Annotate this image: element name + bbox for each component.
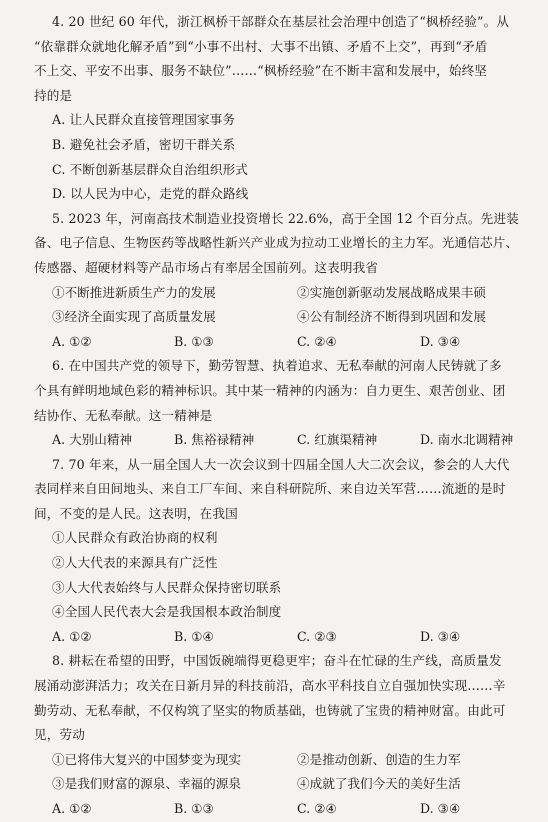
question-6-stem-line-3: 结协作、无私奉献。这一精神是 [34, 407, 213, 423]
question-7-choice-d: D. ③④ [420, 628, 461, 644]
question-4-stem-line-1: 4. 20 世纪 60 年代，浙江枫桥干部群众在基层社会治理中创造了“枫桥经验”。从 [52, 14, 510, 29]
question-4-stem-line-3: 不上交、平安不出事、服务不缺位”……“枫桥经验”在不断丰富和发展中，始终坚 [34, 63, 488, 79]
question-7-statement-1: ①人民群众有政治协商的权利 [52, 530, 218, 546]
question-8-statements-row-1 [34, 748, 526, 773]
question-8-statement-4: ④成就了我们今天的美好生活 [297, 776, 461, 792]
question-6-choices [34, 428, 526, 453]
question-5-statement-2: ②实施创新驱动发展战略成果丰硕 [297, 284, 486, 300]
question-8-stem-line-4: 见，劳动 [34, 727, 85, 743]
question-8-choice-c: C. ②④ [297, 801, 337, 816]
question-8-statement-1: ①已将伟大复兴的中国梦变为现实 [52, 751, 241, 767]
question-8-choice-b: B. ①③ [174, 801, 214, 816]
question-7 [34, 453, 526, 650]
question-7-choice-b: B. ①④ [174, 628, 214, 644]
question-4 [34, 10, 526, 207]
question-7-statement-4: ④全国人民代表大会是我国根本政治制度 [52, 604, 282, 620]
question-7-choices [34, 625, 526, 650]
question-7-stem-line-3: 间，不变的是人民。这表明，在我国 [34, 505, 238, 521]
question-5-statement-3: ③经济全面实现了高质量发展 [52, 309, 216, 325]
question-7-statement-3: ③人大代表始终与人民群众保持密切联系 [52, 579, 282, 595]
question-8-choices [34, 797, 526, 822]
question-5-choice-c: C. ②④ [297, 333, 337, 349]
question-4-option-b: B. 避免社会矛盾，密切干群关系 [52, 136, 236, 152]
question-6-choice-a: A. 大别山精神 [52, 432, 133, 448]
question-5-stem-line-3: 传感器、超硬材料等产品市场占有率居全国前列。这表明我省 [34, 259, 379, 275]
question-8-statement-3: ③是我们财富的源泉、幸福的源泉 [52, 776, 241, 792]
question-4-option-d: D. 以人民为中心，走党的群众路线 [52, 186, 249, 202]
question-5-choice-a: A. ①② [52, 333, 92, 349]
question-5-statement-1: ①不断推进新质生产力的发展 [52, 284, 216, 300]
question-8-statements-row-2 [34, 772, 526, 797]
question-8 [34, 649, 526, 821]
question-7-choice-c: C. ②③ [297, 628, 337, 644]
question-8-stem-line-2: 展涌动澎湃活力；攻关在日新月异的科技前沿，高水平科技自立自强加快实现……辛 [34, 678, 506, 694]
question-5-choice-b: B. ①③ [174, 333, 214, 349]
question-7-stem-line-2: 表同样来自田间地头、来自工厂车间、来自科研院所、来自边关军营……流逝的是时 [34, 481, 506, 497]
question-6-stem-line-1: 6. 在中国共产党的领导下，勤劳智慧、执着追求、无私奉献的河南人民铸就了多 [52, 358, 502, 374]
question-5-statements-row-1 [34, 281, 526, 306]
question-7-statement-2: ②人大代表的来源具有广泛性 [52, 555, 218, 571]
question-8-choice-a: A. ①② [52, 801, 92, 816]
question-5-choice-d: D. ③④ [420, 333, 461, 349]
question-5-statement-4: ④公有制经济不断得到巩固和发展 [297, 309, 486, 325]
question-6-choice-d: D. 南水北调精神 [420, 432, 514, 448]
question-6-choice-c: C. 红旗渠精神 [297, 432, 378, 448]
question-4-option-a: A. 让人民群众直接管理国家事务 [52, 112, 236, 128]
question-5-stem-line-2: 备、电子信息、生物医药等战略性新兴产业成为拉动工业增长的主力军。光通信芯片、 [34, 235, 519, 251]
question-6-choice-b: B. 焦裕禄精神 [174, 432, 255, 448]
question-7-stem-line-1: 7. 70 年来，从一届全国人大一次会议到十四届全国人大二次会议，参会的人大代 [52, 456, 510, 472]
question-5-choices [34, 330, 526, 355]
question-8-statement-2: ②是推动创新、创造的生力军 [297, 751, 461, 767]
question-6-stem-line-2: 个具有鲜明地域色彩的精神标识。其中某一精神的内涵为：自力更生、艰苦创业、团 [34, 382, 506, 398]
question-6 [34, 354, 526, 452]
question-4-stem-line-4: 持的是 [34, 87, 73, 103]
question-4-stem-line-2: “依靠群众就地化解矛盾”到“小事不出村、大事不出镇、矛盾不上交”，再到“矛盾 [34, 38, 488, 54]
question-8-stem-line-1: 8. 耕耘在希望的田野，中国饭碗端得更稳更牢；奋斗在忙碌的生产线，高质量发 [52, 653, 502, 669]
question-4-option-c: C. 不断创新基层群众自治组织形式 [52, 161, 249, 177]
question-8-choice-d: D. ③④ [420, 801, 461, 816]
question-5-statements-row-2 [34, 305, 526, 330]
question-7-choice-a: A. ①② [52, 628, 92, 644]
question-5-stem-line-1: 5. 2023 年，河南高技术制造业投资增长 22.6%，高于全国 12 个百分点。先进装 [52, 210, 519, 226]
question-8-stem-line-3: 勤劳动、无私奉献，不仅构筑了坚实的物质基础，也铸就了宝贵的精神财富。由此可 [34, 702, 506, 718]
question-5 [34, 207, 526, 355]
